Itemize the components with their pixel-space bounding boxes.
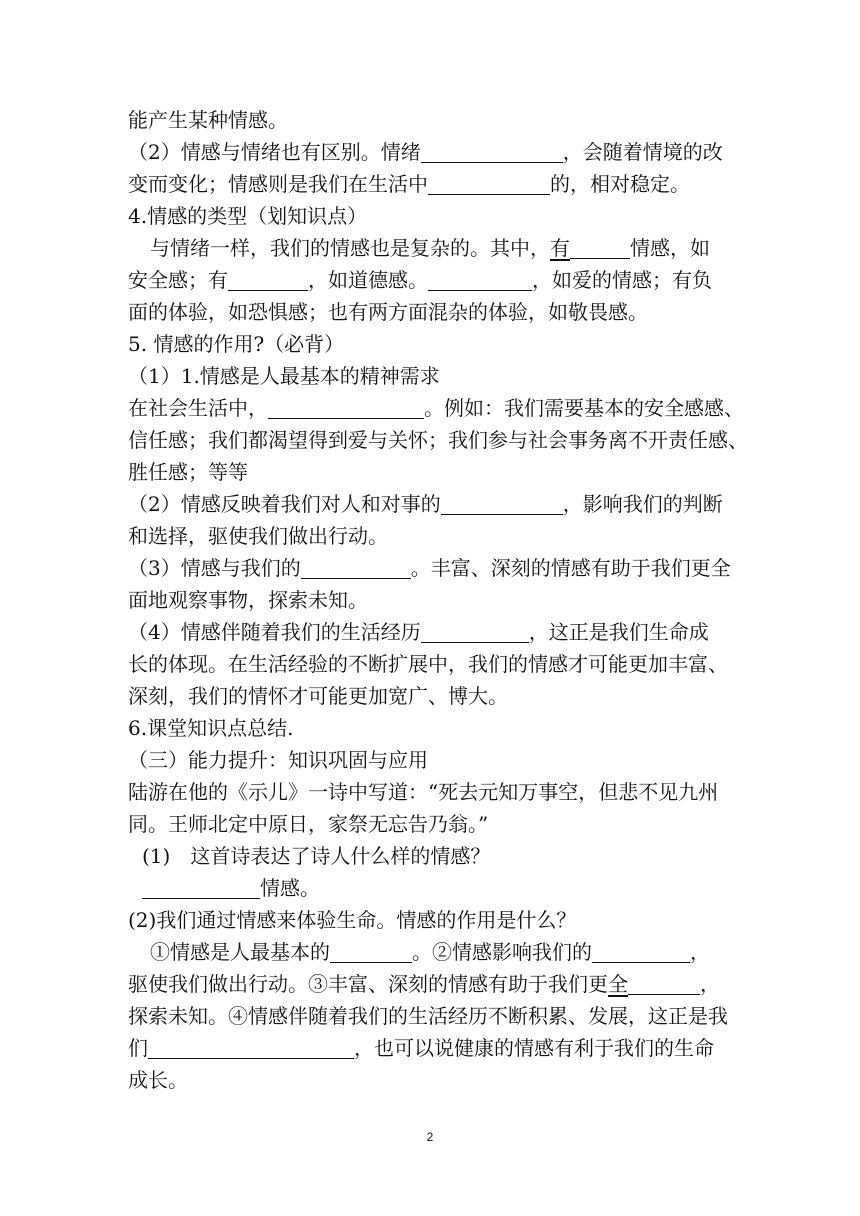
answer-blank[interactable] [301,556,411,579]
worksheet-content [128,104,748,1096]
answer-blank[interactable] [570,236,630,259]
section-heading: 5. 情感的作用?（必背） [128,332,345,356]
section-heading: 6.课堂知识点总结. [128,716,294,740]
answer-blank[interactable] [421,140,563,163]
text-line: 深刻，我们的情怀才可能更加宽广、博大。 [128,684,508,708]
text-line: 情感。 [128,872,738,904]
text-line: 变而变化；情感则是我们在生活中 的，相对稳定。 [128,172,690,196]
answer-blank[interactable] [428,172,550,195]
answer-blank[interactable] [228,268,308,291]
text-line: 安全感；有 ，如道德感。 ，如爱的情感；有负 [128,268,712,292]
text-line: 陆游在他的《示儿》一诗中写道：“死去元知万事空，但悲不见九州 [128,780,719,804]
question-line: (1) 这首诗表达了诗人什么样的情感？ [142,844,491,868]
answer-blank[interactable] [268,396,424,419]
text-line: 面的体验，如恐惧感；也有两方面混杂的体验，如敬畏感。 [128,300,648,324]
text-line: 胜任感；等等 [128,460,248,484]
answer-blank[interactable] [330,940,412,963]
text-line: 面地观察事物，探索未知。 [128,588,368,612]
answer-blank[interactable] [441,492,563,515]
text-line: ①情感是人最基本的 。②情感影响我们的 ， [150,940,710,964]
text-line: （1）1.情感是人最基本的精神需求 [128,364,440,388]
text-line: 与情绪一样，我们的情感也是复杂的。其中，有 情感，如 [150,236,710,260]
page-number: 2 [426,1130,434,1144]
text-line: （2）情感反映着我们对人和对事的 ，影响我们的判断 [128,492,723,516]
answer-blank[interactable] [628,972,700,995]
section-heading: （三）能力提升：知识巩固与应用 [128,748,428,772]
answer-blank[interactable] [428,268,532,291]
text-line: （3）情感与我们的 。丰富、深刻的情感有助于我们更全 [128,556,731,580]
text-line: 探索未知。④情感伴随着我们的生活经历不断积累、发展，这正是我 [128,1004,728,1028]
text-line: 驱使我们做出行动。③丰富、深刻的情感有助于我们更全 ， [128,972,720,996]
question-line: (2)我们通过情感来体验生命。情感的作用是什么？ [128,908,577,932]
answer-blank[interactable] [142,876,260,899]
answer-blank[interactable] [592,940,690,963]
text-line: （4）情感伴随着我们的生活经历 ，这正是我们生命成 [128,620,709,644]
text-line: 同。王师北定中原日，家祭无忘告乃翁。” [128,812,489,836]
text-line: 成长。 [128,1068,188,1092]
text-line: （2）情感与情绪也有区别。情绪 ，会随着情境的改 [128,140,723,164]
text-line: 长的体现。在生活经验的不断扩展中，我们的情感才可能更加丰富、 [128,652,728,676]
text-line: 能产生某种情感。 [128,108,288,132]
section-heading: 4.情感的类型（划知识点） [128,204,368,228]
text-line: 和选择，驱使我们做出行动。 [128,524,388,548]
text-line: 在社会生活中， 。例如：我们需要基本的安全感感、 [128,396,744,420]
answer-blank[interactable] [421,620,529,643]
text-line: 们 ，也可以说健康的情感有利于我们的生命 [128,1036,714,1060]
text-line: 信任感；我们都渴望得到爱与关怀；我们参与社会事务离不开责任感、 [128,428,748,452]
answer-blank[interactable] [148,1036,354,1059]
